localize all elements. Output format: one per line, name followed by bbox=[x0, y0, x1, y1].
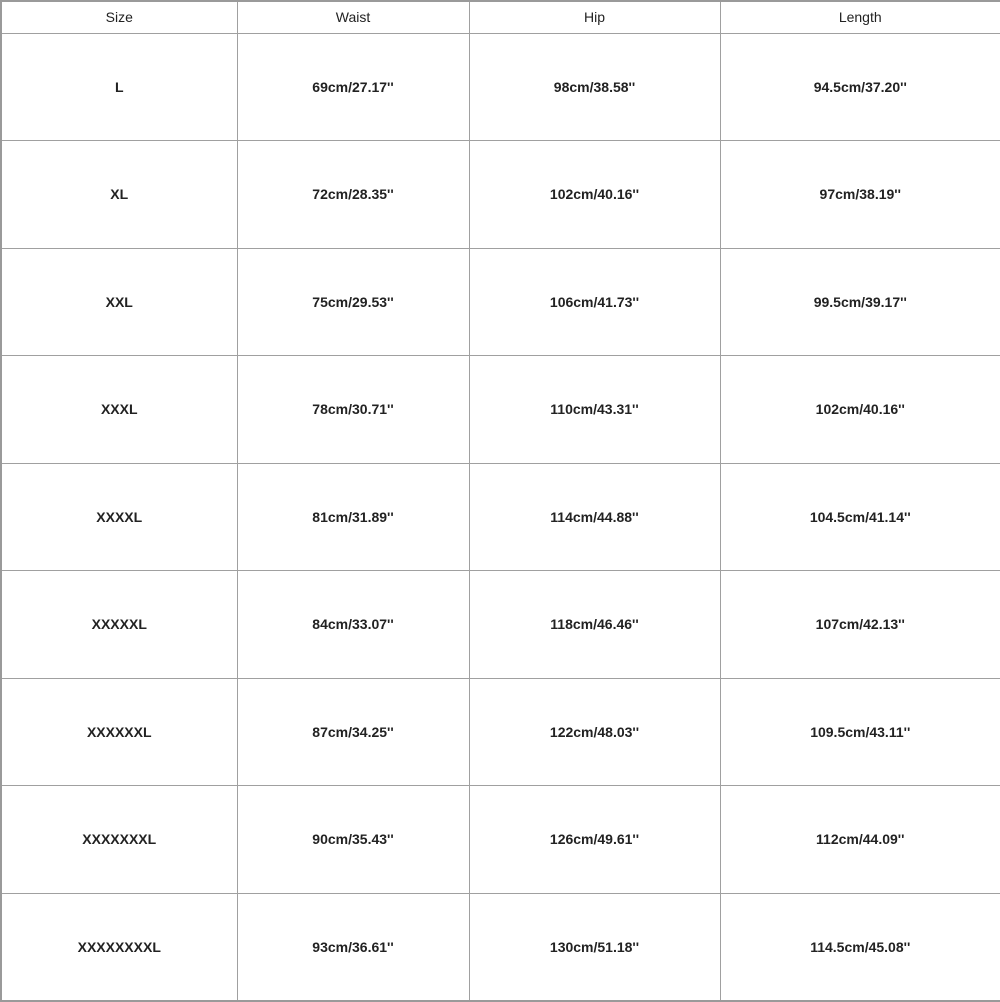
cell-hip: 110cm/43.31'' bbox=[469, 356, 720, 464]
cell-size: XXXXL bbox=[1, 463, 237, 571]
cell-hip: 98cm/38.58'' bbox=[469, 33, 720, 141]
cell-length: 102cm/40.16'' bbox=[720, 356, 1000, 464]
cell-hip: 130cm/51.18'' bbox=[469, 893, 720, 1001]
cell-waist: 93cm/36.61'' bbox=[237, 893, 469, 1001]
header-length: Length bbox=[720, 1, 1000, 33]
cell-waist: 90cm/35.43'' bbox=[237, 786, 469, 894]
table-row bbox=[1, 571, 1000, 679]
table-row bbox=[1, 463, 1000, 571]
cell-waist: 87cm/34.25'' bbox=[237, 678, 469, 786]
table-row bbox=[1, 786, 1000, 894]
cell-hip: 102cm/40.16'' bbox=[469, 141, 720, 249]
cell-hip: 106cm/41.73'' bbox=[469, 248, 720, 356]
table-row bbox=[1, 678, 1000, 786]
cell-size: XL bbox=[1, 141, 237, 249]
cell-size: L bbox=[1, 33, 237, 141]
cell-size: XXL bbox=[1, 248, 237, 356]
cell-size: XXXL bbox=[1, 356, 237, 464]
cell-hip: 114cm/44.88'' bbox=[469, 463, 720, 571]
cell-waist: 78cm/30.71'' bbox=[237, 356, 469, 464]
cell-length: 114.5cm/45.08'' bbox=[720, 893, 1000, 1001]
header-row bbox=[1, 1, 1000, 33]
table-row bbox=[1, 248, 1000, 356]
cell-waist: 69cm/27.17'' bbox=[237, 33, 469, 141]
table-row bbox=[1, 33, 1000, 141]
cell-size: XXXXXXXL bbox=[1, 786, 237, 894]
cell-length: 109.5cm/43.11'' bbox=[720, 678, 1000, 786]
header-hip: Hip bbox=[469, 1, 720, 33]
header-size: Size bbox=[1, 1, 237, 33]
table-row bbox=[1, 893, 1000, 1001]
cell-length: 112cm/44.09'' bbox=[720, 786, 1000, 894]
cell-length: 107cm/42.13'' bbox=[720, 571, 1000, 679]
cell-waist: 81cm/31.89'' bbox=[237, 463, 469, 571]
cell-hip: 118cm/46.46'' bbox=[469, 571, 720, 679]
cell-length: 104.5cm/41.14'' bbox=[720, 463, 1000, 571]
cell-length: 97cm/38.19'' bbox=[720, 141, 1000, 249]
cell-size: XXXXXL bbox=[1, 571, 237, 679]
cell-waist: 72cm/28.35'' bbox=[237, 141, 469, 249]
cell-waist: 84cm/33.07'' bbox=[237, 571, 469, 679]
cell-length: 99.5cm/39.17'' bbox=[720, 248, 1000, 356]
header-waist: Waist bbox=[237, 1, 469, 33]
cell-size: XXXXXXL bbox=[1, 678, 237, 786]
cell-waist: 75cm/29.53'' bbox=[237, 248, 469, 356]
cell-hip: 122cm/48.03'' bbox=[469, 678, 720, 786]
cell-size: XXXXXXXXL bbox=[1, 893, 237, 1001]
table-row bbox=[1, 356, 1000, 464]
cell-length: 94.5cm/37.20'' bbox=[720, 33, 1000, 141]
cell-hip: 126cm/49.61'' bbox=[469, 786, 720, 894]
table-row bbox=[1, 141, 1000, 249]
